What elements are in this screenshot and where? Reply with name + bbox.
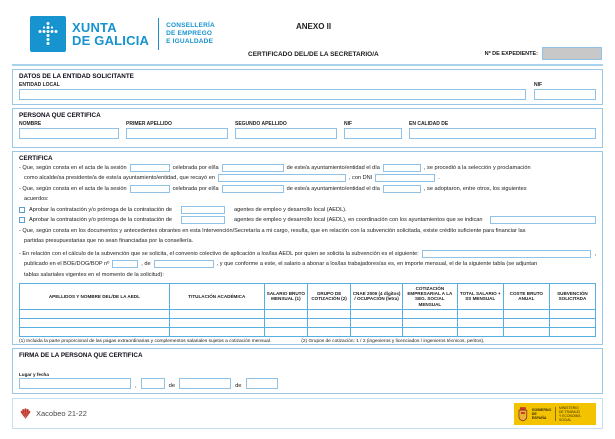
footnote-1: (1) Incluida la parte proporcional de las pagas extraordinarias y complementos salariales sujetos a cotización mensual. [19,339,272,345]
section-certifica-title: CERTIFICA [19,155,53,162]
ano-input[interactable] [246,378,278,389]
certifica-text: - Que, según consta en el acta de la sesión [19,185,127,192]
col-salario: SALARIO BRUTO MENSUAL (1) [264,283,307,310]
firma-sep: , [135,383,137,389]
table-header-row [20,283,596,310]
segundo-apellido-label: SEGUNDO APELLIDO [235,121,287,127]
table-row [20,310,596,319]
section-entidad-title: DATOS DE LA ENTIDAD SOLICITANTE [19,73,134,80]
table-cell[interactable] [457,328,503,337]
table-cell[interactable] [264,310,307,319]
section-persona [12,108,603,148]
ayuntamientos-input[interactable] [490,216,597,224]
col-subvencion: SUBVENCIÓN SOLICITADA [549,283,595,310]
table-cell[interactable] [169,319,264,328]
table-cell[interactable] [457,310,503,319]
xacobeo-brand [19,407,87,420]
table-cell[interactable] [503,310,549,319]
col-total: TOTAL SALARIO + SS MENSUAL [457,283,503,310]
nombre-label: NOMBRE [19,121,42,127]
section-firma [12,348,603,394]
primer-apellido-input[interactable] [126,128,228,139]
sesion-1-input[interactable] [130,164,170,172]
certifica-text: celebrada por el/la [172,164,219,171]
aedl-table [19,283,596,338]
certifica-text: publicado en el BOE/DOG/BOP nº [24,261,110,268]
table-cell[interactable] [549,310,595,319]
expediente-input[interactable] [542,47,602,60]
table-cell[interactable] [264,328,307,337]
xacobeo-shell-icon [19,407,32,420]
col-titulacion: TITULACIÓN ACADÉMICA [169,283,264,310]
expediente-label: Nº DE EXPEDIENTE: [484,50,538,57]
table-row [20,328,596,337]
col-cnae: CNAE 2009 (4 dígitos) / OCUPACIÓN (letra) [351,283,403,310]
xunta-wordmark: XUNTA DE GALICIA [72,20,150,48]
table-cell[interactable] [169,328,264,337]
certifica-text: como alcalde/sa presidente/a de este/a ayuntamiento/entidad, que recayó en [24,175,215,182]
persona-nif-label: NIF [344,121,353,127]
table-cell[interactable] [307,310,350,319]
table-cell[interactable] [403,319,458,328]
primer-apellido-label: PRIMER APELLIDO [126,121,172,127]
nombre-input[interactable] [19,128,119,139]
xacobeo-label: Xacobeo 21-22 [36,409,87,418]
entidad-nif-label: NIF [534,82,543,88]
table-cell[interactable] [264,319,307,328]
table-cell[interactable] [503,319,549,328]
table-cell[interactable] [169,310,264,319]
spain-coat-of-arms-icon [517,406,529,422]
certifica-text: - Que, según consta en los documentos y antecedentes obrantes en esta Intervención/Secretaría a mi cargo, resulta, que en relación con la subvención solicitada, existe crédito suficiente para financiar las [19,227,526,234]
boletin-fecha-input[interactable] [154,260,214,268]
certifica-text: de este/a ayuntamiento/entidad el día [286,164,380,171]
col-cotizacion: COTIZACIÓN EMPRESARIAL A LA SEG. SOCIAL MENSUAL [403,283,458,310]
table-cell[interactable] [549,319,595,328]
col-apellidos: APELLIDOS Y NOMBRE DEL/DE LA AEDL [20,283,170,310]
table-cell[interactable] [403,310,458,319]
table-cell[interactable] [351,328,403,337]
dni-input[interactable] [375,174,435,182]
certifica-text: , con DNI [348,175,373,182]
anexo-title: ANEXO II [296,22,332,31]
table-cell[interactable] [351,310,403,319]
expediente-group [485,47,602,60]
footnote-2: (2) Grupos de cotización: 1 / 2 (ingenieros y licenciados / ingenieros técnicos, peritos). [301,339,485,345]
xunta-brand [30,16,215,52]
xunta-logo-icon [30,16,66,52]
certifica-text: , se procedió a la selección y proclamación [423,164,531,171]
certifica-text: - En relación con el cálculo de la subvención que se solicita, el convenio colectivo de aplicación a los/las AEDL por quien se solicita la subvención es el siguiente: [19,250,419,257]
certifica-text: , y que conforme a este, el salario a abonar a los/las trabajadores/as es, en importe mensual, el de la siguiente tabla (se adjuntan [216,261,538,268]
entidad-local-label: ENTIDAD LOCAL [19,82,60,88]
col-grupo: GRUPO DE COTIZACIÓN (2) [307,283,350,310]
dia-input[interactable] [141,378,165,389]
table-cell[interactable] [20,319,170,328]
acuerdo-2-checkbox[interactable] [19,217,25,223]
table-cell[interactable] [20,328,170,337]
brand-divider [158,18,159,50]
table-cell[interactable] [403,328,458,337]
footer [12,398,603,429]
table-cell[interactable] [549,328,595,337]
en-calidad-de-label: EN CALIDAD DE [409,121,449,127]
fecha-1-input[interactable] [383,164,421,172]
badge-divider [555,407,556,421]
convenio-input[interactable] [422,250,592,258]
certifica-text: , se adoptaron, entre otros, los siguientes [423,185,527,192]
acuerdo-1-checkbox[interactable] [19,207,25,213]
gobierno-espana-badge [514,403,596,425]
organo-1-input[interactable] [222,164,284,172]
sesion-2-input[interactable] [130,185,170,193]
section-entidad [12,69,603,105]
table-cell[interactable] [351,319,403,328]
col-coste: COSTE BRUTO ANUAL [503,283,549,310]
certifica-text: partidas presupuestarias que no sean financiadas por la consellería. [24,238,194,245]
certifica-text: agentes de empleo y desarrollo local (AEDL). [234,206,347,213]
entidad-local-input[interactable] [19,89,526,100]
certificate-title: CERTIFICADO DEL/DE LA SECRETARIO/A [248,51,379,58]
alcalde-nombre-input[interactable] [218,174,346,182]
boletin-num-input[interactable] [112,260,138,268]
lugar-fecha-label: Lugar y fecha [19,372,49,377]
certifica-text: , [594,250,596,257]
conselleria-wordmark: CONSELLERÍA DE EMPREGO E IGUALDADE [166,22,215,45]
table-cell[interactable] [307,319,350,328]
section-persona-title: PERSONA QUE CERTIFICA [19,112,101,119]
segundo-apellido-input[interactable] [235,128,337,139]
en-calidad-de-input[interactable] [409,128,596,139]
lugar-input[interactable] [19,378,131,389]
num-aedl-1-input[interactable] [181,206,225,214]
certifica-text: . [438,175,440,182]
firma-sep: de [235,383,242,389]
ministerio-text: MINISTERIO DE TRABAJO Y ECONOMÍA SOCIAL [558,405,581,422]
section-firma-title: FIRMA DE LA PERSONA QUE CERTIFICA [19,352,143,359]
certifica-text: de este/a ayuntamiento/entidad el día [286,185,380,192]
certifica-text: acuerdos: [24,196,49,203]
fecha-2-input[interactable] [383,185,421,193]
certifica-text: Aprobar la contratación y/o prórroga de la contratación de [29,206,173,213]
certifica-text: - Que, según consta en el acta de la sesión [19,164,127,171]
table-cell[interactable] [307,328,350,337]
table-cell[interactable] [20,310,170,319]
gobierno-text: GOBIERNO DE ESPAÑA [531,407,552,420]
num-aedl-2-input[interactable] [181,216,225,224]
persona-nif-input[interactable] [344,128,402,139]
header-divider [12,64,603,66]
certifica-text: tablas salariales vigentes en el momento de la solicitud): [24,271,164,278]
certifica-text: celebrada por el/la [172,185,219,192]
organo-2-input[interactable] [222,185,284,193]
table-row [20,319,596,328]
certifica-text: Aprobar la contratación y/o prórroga de la contratación de [29,217,173,224]
section-certifica [12,151,603,345]
table-cell[interactable] [503,328,549,337]
mes-input[interactable] [179,378,231,389]
firma-sep: de [168,383,176,389]
certifica-text: agentes de empleo y desarrollo local (AEDL), en coordinación con los ayuntamientos que se indican [234,217,483,224]
table-cell[interactable] [457,319,503,328]
entidad-nif-input[interactable] [534,89,596,100]
certifica-text: , de [141,261,151,268]
